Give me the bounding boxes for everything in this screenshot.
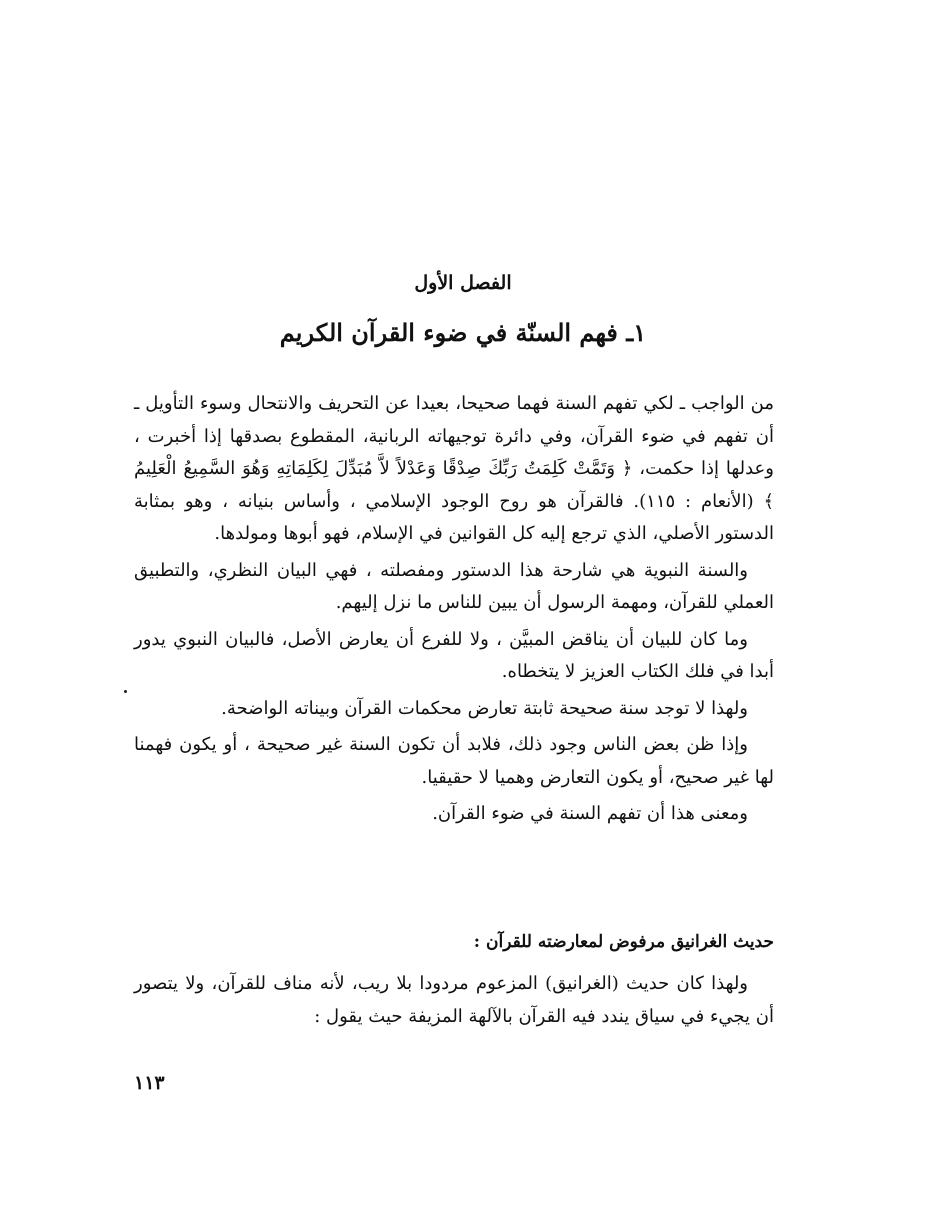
page-number: ١١٣ <box>134 1072 165 1094</box>
body-text <box>134 388 774 835</box>
paragraph: ومعنى هذا أن تفهم السنة في ضوء القرآن. <box>432 803 748 824</box>
paragraph: وما كان للبيان أن يناقض المبيَّن ، ولا للفرع أن يعارض الأصل، فالبيان النبوي يدور أبدا في فلك الكتاب العزيز لا يتخطاه. <box>134 628 774 682</box>
paragraph: ولهذا كان حديث (الغرانيق) المزعوم مردودا بلا ريب، لأنه مناف للقرآن، ولا يتصور أن يجيء في سياق يندد فيه القرآن بالآلهة المزيفة حيث يقول : <box>134 973 774 1027</box>
chapter-label: الفصل الأول <box>414 272 512 294</box>
section-title: ١ـ فهم السنّة في ضوء القرآن الكريم <box>279 318 647 347</box>
paragraph: من الواجب ـ لكي تفهم السنة فهما صحيحا، بعيدا عن التحريف والانتحال وسوء التأويل ـ أن تفهم في ضوء القرآن، وفي دائرة توجيهاته الربانية، المقطوع بصدقها إذا أخبرت ، وعدلها إذا حكمت، ﴿ وَتَمَّتْ كَلِمَتُ رَبِّكَ صِدْقًا وَعَدْلاً لاَّ مُبَدِّلَ لِكَلِمَاتِهِ وَهُوَ السَّمِيعُ الْعَلِيمُ ﴾ (الأنعام : ١١٥). فالقرآن هو روح الوجود الإسلامي ، وأساس بنيانه ، وهو بمثابة الدستور الأصلي، الذي ترجع إليه كل القوانين في الإسلام، فهو أبوها ومولدها. <box>134 393 774 544</box>
scan-speck <box>124 690 127 693</box>
paragraph: وإذا ظن بعض الناس وجود ذلك، فلابد أن تكون السنة غير صحيحة ، أو يكون فهمنا لها غير صحيح، أو يكون التعارض وهميا لا حقيقيا. <box>134 734 774 788</box>
paragraph: والسنة النبوية هي شارحة هذا الدستور ومفصلته ، فهي البيان النظري، والتطبيق العملي للقرآن، ومهمة الرسول أن يبين للناس ما نزل إليهم. <box>134 559 774 613</box>
body-text-continued <box>134 968 774 1033</box>
subheading: حديث الغرانيق مرفوض لمعارضته للقرآن : <box>473 932 774 952</box>
paragraph: ولهذا لا توجد سنة صحيحة ثابتة تعارض محكمات القرآن وبيناته الواضحة. <box>221 697 748 719</box>
